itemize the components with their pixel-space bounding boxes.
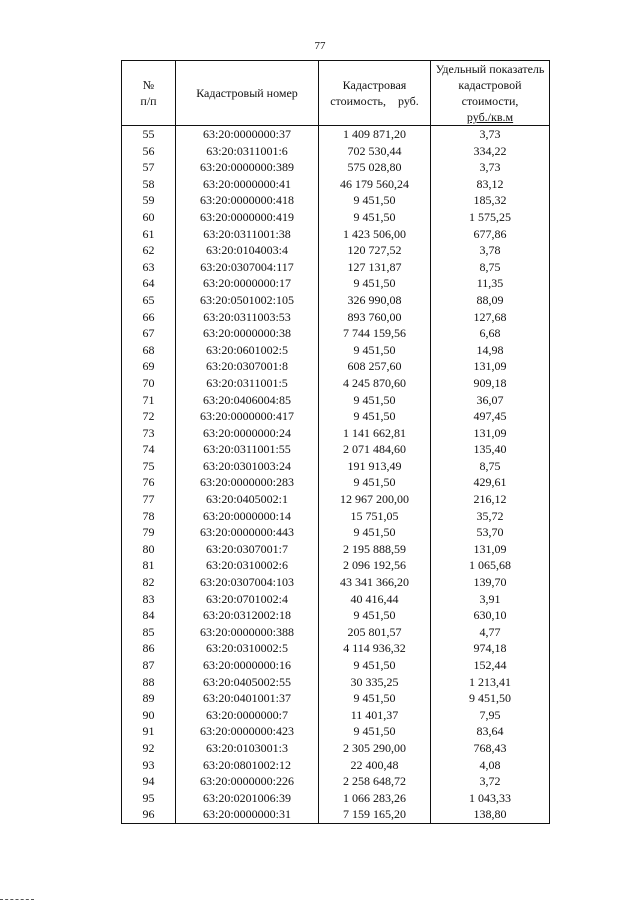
specific-index-cell: 1 213,41	[431, 674, 550, 691]
cadastral-value-cell: 30 335,25	[319, 674, 431, 691]
row-number-cell: 94	[122, 773, 176, 790]
table-row	[122, 325, 550, 342]
cadastral-number-cell: 63:20:0000000:388	[176, 624, 319, 641]
cadastral-value-cell: 9 451,50	[319, 342, 431, 359]
cadastral-value-cell: 22 400,48	[319, 757, 431, 774]
specific-index-cell: 127,68	[431, 309, 550, 326]
row-number-cell: 72	[122, 408, 176, 425]
table-row	[122, 259, 550, 276]
row-number-cell: 79	[122, 524, 176, 541]
row-number-cell: 67	[122, 325, 176, 342]
row-number-cell: 63	[122, 259, 176, 276]
cadastral-number-cell: 63:20:0701002:4	[176, 591, 319, 608]
specific-index-cell: 497,45	[431, 408, 550, 425]
cadastral-value-cell: 120 727,52	[319, 242, 431, 259]
row-number-cell: 88	[122, 674, 176, 691]
specific-index-cell: 35,72	[431, 508, 550, 525]
cadastral-number-cell: 63:20:0000000:16	[176, 657, 319, 674]
table-row	[122, 309, 550, 326]
row-number-cell: 81	[122, 557, 176, 574]
cadastral-number-cell: 63:20:0406004:85	[176, 392, 319, 409]
cadastral-value-cell: 2 258 648,72	[319, 773, 431, 790]
specific-index-cell: 185,32	[431, 192, 550, 209]
table-row	[122, 657, 550, 674]
cadastral-number-cell: 63:20:0311003:53	[176, 309, 319, 326]
cadastral-value-cell: 4 114 936,32	[319, 640, 431, 657]
cadastral-number-cell: 63:20:0307004:117	[176, 259, 319, 276]
header-value-line-2: стоимость, руб.	[330, 94, 419, 108]
cadastral-value-cell: 2 071 484,60	[319, 441, 431, 458]
cadastral-value-cell: 15 751,05	[319, 508, 431, 525]
specific-index-cell: 677,86	[431, 226, 550, 243]
cadastral-number-cell: 63:20:0307001:7	[176, 541, 319, 558]
cadastral-number-cell: 63:20:0000000:24	[176, 425, 319, 442]
specific-index-cell: 768,43	[431, 740, 550, 757]
specific-index-cell: 429,61	[431, 474, 550, 491]
row-number-cell: 73	[122, 425, 176, 442]
table-row	[122, 574, 550, 591]
cadastral-number-cell: 63:20:0000000:417	[176, 408, 319, 425]
row-number-cell: 58	[122, 176, 176, 193]
cadastral-number-cell: 63:20:0000000:389	[176, 159, 319, 176]
specific-index-cell: 6,68	[431, 325, 550, 342]
cadastral-value-cell: 43 341 366,20	[319, 574, 431, 591]
table-row	[122, 491, 550, 508]
header-cadastral-number: Кадастровый номер	[176, 61, 319, 126]
table-row	[122, 242, 550, 259]
cadastral-value-cell: 9 451,50	[319, 392, 431, 409]
row-number-cell: 84	[122, 607, 176, 624]
table-row	[122, 226, 550, 243]
cadastral-value-cell: 2 195 888,59	[319, 541, 431, 558]
cadastral-value-cell: 893 760,00	[319, 309, 431, 326]
cadastral-value-cell: 4 245 870,60	[319, 375, 431, 392]
specific-index-cell: 131,09	[431, 358, 550, 375]
cadastral-value-cell: 608 257,60	[319, 358, 431, 375]
row-number-cell: 93	[122, 757, 176, 774]
table-row	[122, 209, 550, 226]
cadastral-number-cell: 63:20:0000000:38	[176, 325, 319, 342]
specific-index-cell: 131,09	[431, 425, 550, 442]
specific-index-cell: 139,70	[431, 574, 550, 591]
cadastral-number-cell: 63:20:0307001:8	[176, 358, 319, 375]
row-number-cell: 82	[122, 574, 176, 591]
cadastral-value-cell: 9 451,50	[319, 524, 431, 541]
table-row	[122, 159, 550, 176]
specific-index-cell: 1 065,68	[431, 557, 550, 574]
row-number-cell: 70	[122, 375, 176, 392]
cadastral-number-cell: 63:20:0311001:5	[176, 375, 319, 392]
row-number-cell: 89	[122, 690, 176, 707]
table-row	[122, 458, 550, 475]
cadastral-value-cell: 9 451,50	[319, 723, 431, 740]
cadastral-value-cell: 46 179 560,24	[319, 176, 431, 193]
table-row	[122, 425, 550, 442]
cadastral-number-cell: 63:20:0601002:5	[176, 342, 319, 359]
cadastral-number-cell: 63:20:0000000:31	[176, 806, 319, 823]
specific-index-cell: 3,73	[431, 159, 550, 176]
table-header-row	[122, 61, 550, 126]
specific-index-cell: 83,12	[431, 176, 550, 193]
row-number-cell: 61	[122, 226, 176, 243]
row-number-cell: 80	[122, 541, 176, 558]
table-row	[122, 292, 550, 309]
cadastral-value-cell: 9 451,50	[319, 209, 431, 226]
table-row	[122, 342, 550, 359]
table-row	[122, 806, 550, 823]
specific-index-cell: 216,12	[431, 491, 550, 508]
specific-index-cell: 88,09	[431, 292, 550, 309]
cadastral-number-cell: 63:20:0201006:39	[176, 790, 319, 807]
cadastral-number-cell: 63:20:0311001:6	[176, 143, 319, 160]
row-number-cell: 60	[122, 209, 176, 226]
cadastral-number-cell: 63:20:0000000:226	[176, 773, 319, 790]
table-row	[122, 690, 550, 707]
table-row	[122, 375, 550, 392]
cadastral-number-cell: 63:20:0401001:37	[176, 690, 319, 707]
specific-index-cell: 53,70	[431, 524, 550, 541]
cadastral-number-cell: 63:20:0310002:6	[176, 557, 319, 574]
cadastral-number-cell: 63:20:0310002:5	[176, 640, 319, 657]
cadastral-value-cell: 9 451,50	[319, 275, 431, 292]
cadastral-number-cell: 63:20:0000000:7	[176, 707, 319, 724]
row-number-cell: 77	[122, 491, 176, 508]
cadastral-number-cell: 63:20:0000000:423	[176, 723, 319, 740]
cadastral-number-cell: 63:20:0000000:17	[176, 275, 319, 292]
table-row	[122, 773, 550, 790]
cadastral-value-cell: 2 305 290,00	[319, 740, 431, 757]
cadastral-number-cell: 63:20:0405002:55	[176, 674, 319, 691]
cadastral-number-cell: 63:20:0311001:55	[176, 441, 319, 458]
specific-index-cell: 1 043,33	[431, 790, 550, 807]
cadastral-value-cell: 575 028,80	[319, 159, 431, 176]
specific-index-cell: 3,91	[431, 591, 550, 608]
cadastral-value-cell: 2 096 192,56	[319, 557, 431, 574]
row-number-cell: 76	[122, 474, 176, 491]
row-number-cell: 92	[122, 740, 176, 757]
cadastral-number-cell: 63:20:0103001:3	[176, 740, 319, 757]
specific-index-cell: 135,40	[431, 441, 550, 458]
row-number-cell: 69	[122, 358, 176, 375]
cadastral-value-cell: 7 744 159,56	[319, 325, 431, 342]
table-row	[122, 143, 550, 160]
cadastral-value-cell: 1 066 283,26	[319, 790, 431, 807]
cadastral-value-cell: 9 451,50	[319, 192, 431, 209]
specific-index-cell: 14,98	[431, 342, 550, 359]
row-number-cell: 95	[122, 790, 176, 807]
header-value-line-1: Кадастровая	[342, 78, 407, 92]
cadastral-value-table	[121, 60, 550, 824]
row-number-cell: 86	[122, 640, 176, 657]
header-cadastral-value	[319, 61, 431, 126]
table-row	[122, 358, 550, 375]
cadastral-number-cell: 63:20:0000000:14	[176, 508, 319, 525]
row-number-cell: 71	[122, 392, 176, 409]
row-number-cell: 57	[122, 159, 176, 176]
row-number-cell: 78	[122, 508, 176, 525]
header-row-number	[122, 61, 176, 126]
cadastral-value-cell: 205 801,57	[319, 624, 431, 641]
table-row	[122, 790, 550, 807]
table-row	[122, 624, 550, 641]
table-body	[122, 126, 550, 824]
cadastral-value-cell: 9 451,50	[319, 474, 431, 491]
table-row	[122, 441, 550, 458]
table-row	[122, 474, 550, 491]
cadastral-value-cell: 1 423 506,00	[319, 226, 431, 243]
specific-index-cell: 974,18	[431, 640, 550, 657]
header-index-line-2: кадастровой	[458, 78, 522, 92]
row-number-cell: 74	[122, 441, 176, 458]
cadastral-value-cell: 702 530,44	[319, 143, 431, 160]
table-row	[122, 740, 550, 757]
cadastral-value-cell: 191 913,49	[319, 458, 431, 475]
cadastral-number-cell: 63:20:0311001:38	[176, 226, 319, 243]
specific-index-cell: 4,77	[431, 624, 550, 641]
row-number-cell: 65	[122, 292, 176, 309]
table-row	[122, 757, 550, 774]
specific-index-cell: 630,10	[431, 607, 550, 624]
table-row	[122, 392, 550, 409]
row-number-cell: 90	[122, 707, 176, 724]
header-specific-index	[431, 61, 550, 126]
table-row	[122, 508, 550, 525]
row-number-cell: 85	[122, 624, 176, 641]
specific-index-cell: 4,08	[431, 757, 550, 774]
row-number-cell: 55	[122, 126, 176, 143]
specific-index-cell: 3,78	[431, 242, 550, 259]
header-index-line-4: руб./кв.м	[466, 110, 514, 124]
header-index-line-1: Удельный показатель	[435, 62, 545, 76]
cadastral-number-cell: 63:20:0104003:4	[176, 242, 319, 259]
specific-index-cell: 3,72	[431, 773, 550, 790]
cadastral-value-cell: 326 990,08	[319, 292, 431, 309]
scan-edge-mark	[0, 899, 34, 902]
cadastral-number-cell: 63:20:0000000:283	[176, 474, 319, 491]
table-row	[122, 707, 550, 724]
table-row	[122, 607, 550, 624]
specific-index-cell: 152,44	[431, 657, 550, 674]
cadastral-value-cell: 9 451,50	[319, 690, 431, 707]
specific-index-cell: 11,35	[431, 275, 550, 292]
cadastral-value-cell: 7 159 165,20	[319, 806, 431, 823]
cadastral-number-cell: 63:20:0501002:105	[176, 292, 319, 309]
row-number-cell: 59	[122, 192, 176, 209]
specific-index-cell: 8,75	[431, 259, 550, 276]
specific-index-cell: 7,95	[431, 707, 550, 724]
row-number-cell: 91	[122, 723, 176, 740]
row-number-cell: 75	[122, 458, 176, 475]
cadastral-number-cell: 63:20:0301003:24	[176, 458, 319, 475]
cadastral-value-cell: 9 451,50	[319, 657, 431, 674]
cadastral-number-cell: 63:20:0000000:418	[176, 192, 319, 209]
row-number-cell: 66	[122, 309, 176, 326]
specific-index-cell: 8,75	[431, 458, 550, 475]
table-row	[122, 723, 550, 740]
cadastral-number-cell: 63:20:0000000:443	[176, 524, 319, 541]
header-index-line-3: стоимости,	[461, 94, 519, 108]
table-row	[122, 275, 550, 292]
table-row	[122, 674, 550, 691]
cadastral-value-cell: 11 401,37	[319, 707, 431, 724]
table-row	[122, 591, 550, 608]
table-row	[122, 408, 550, 425]
cadastral-value-cell: 9 451,50	[319, 408, 431, 425]
table-row	[122, 640, 550, 657]
specific-index-cell: 9 451,50	[431, 690, 550, 707]
cadastral-value-cell: 1 409 871,20	[319, 126, 431, 143]
cadastral-number-cell: 63:20:0405002:1	[176, 491, 319, 508]
row-number-cell: 56	[122, 143, 176, 160]
row-number-cell: 62	[122, 242, 176, 259]
specific-index-cell: 334,22	[431, 143, 550, 160]
specific-index-cell: 36,07	[431, 392, 550, 409]
header-number-sign: №	[142, 78, 155, 92]
specific-index-cell: 1 575,25	[431, 209, 550, 226]
cadastral-number-cell: 63:20:0801002:12	[176, 757, 319, 774]
specific-index-cell: 83,64	[431, 723, 550, 740]
cadastral-number-cell: 63:20:0307004:103	[176, 574, 319, 591]
table-row	[122, 557, 550, 574]
table-row	[122, 176, 550, 193]
cadastral-number-cell: 63:20:0000000:419	[176, 209, 319, 226]
cadastral-number-cell: 63:20:0312002:18	[176, 607, 319, 624]
cadastral-number-cell: 63:20:0000000:37	[176, 126, 319, 143]
row-number-cell: 68	[122, 342, 176, 359]
specific-index-cell: 131,09	[431, 541, 550, 558]
header-number-abbrev: п/п	[140, 94, 157, 108]
cadastral-value-cell: 9 451,50	[319, 607, 431, 624]
specific-index-cell: 3,73	[431, 126, 550, 143]
cadastral-value-cell: 40 416,44	[319, 591, 431, 608]
cadastral-number-cell: 63:20:0000000:41	[176, 176, 319, 193]
table-row	[122, 524, 550, 541]
table-row	[122, 541, 550, 558]
page-number: 77	[314, 40, 326, 52]
row-number-cell: 87	[122, 657, 176, 674]
table-row	[122, 192, 550, 209]
cadastral-value-cell: 12 967 200,00	[319, 491, 431, 508]
cadastral-value-cell: 1 141 662,81	[319, 425, 431, 442]
row-number-cell: 64	[122, 275, 176, 292]
specific-index-cell: 138,80	[431, 806, 550, 823]
cadastral-value-cell: 127 131,87	[319, 259, 431, 276]
specific-index-cell: 909,18	[431, 375, 550, 392]
row-number-cell: 96	[122, 806, 176, 823]
row-number-cell: 83	[122, 591, 176, 608]
table-row	[122, 126, 550, 143]
